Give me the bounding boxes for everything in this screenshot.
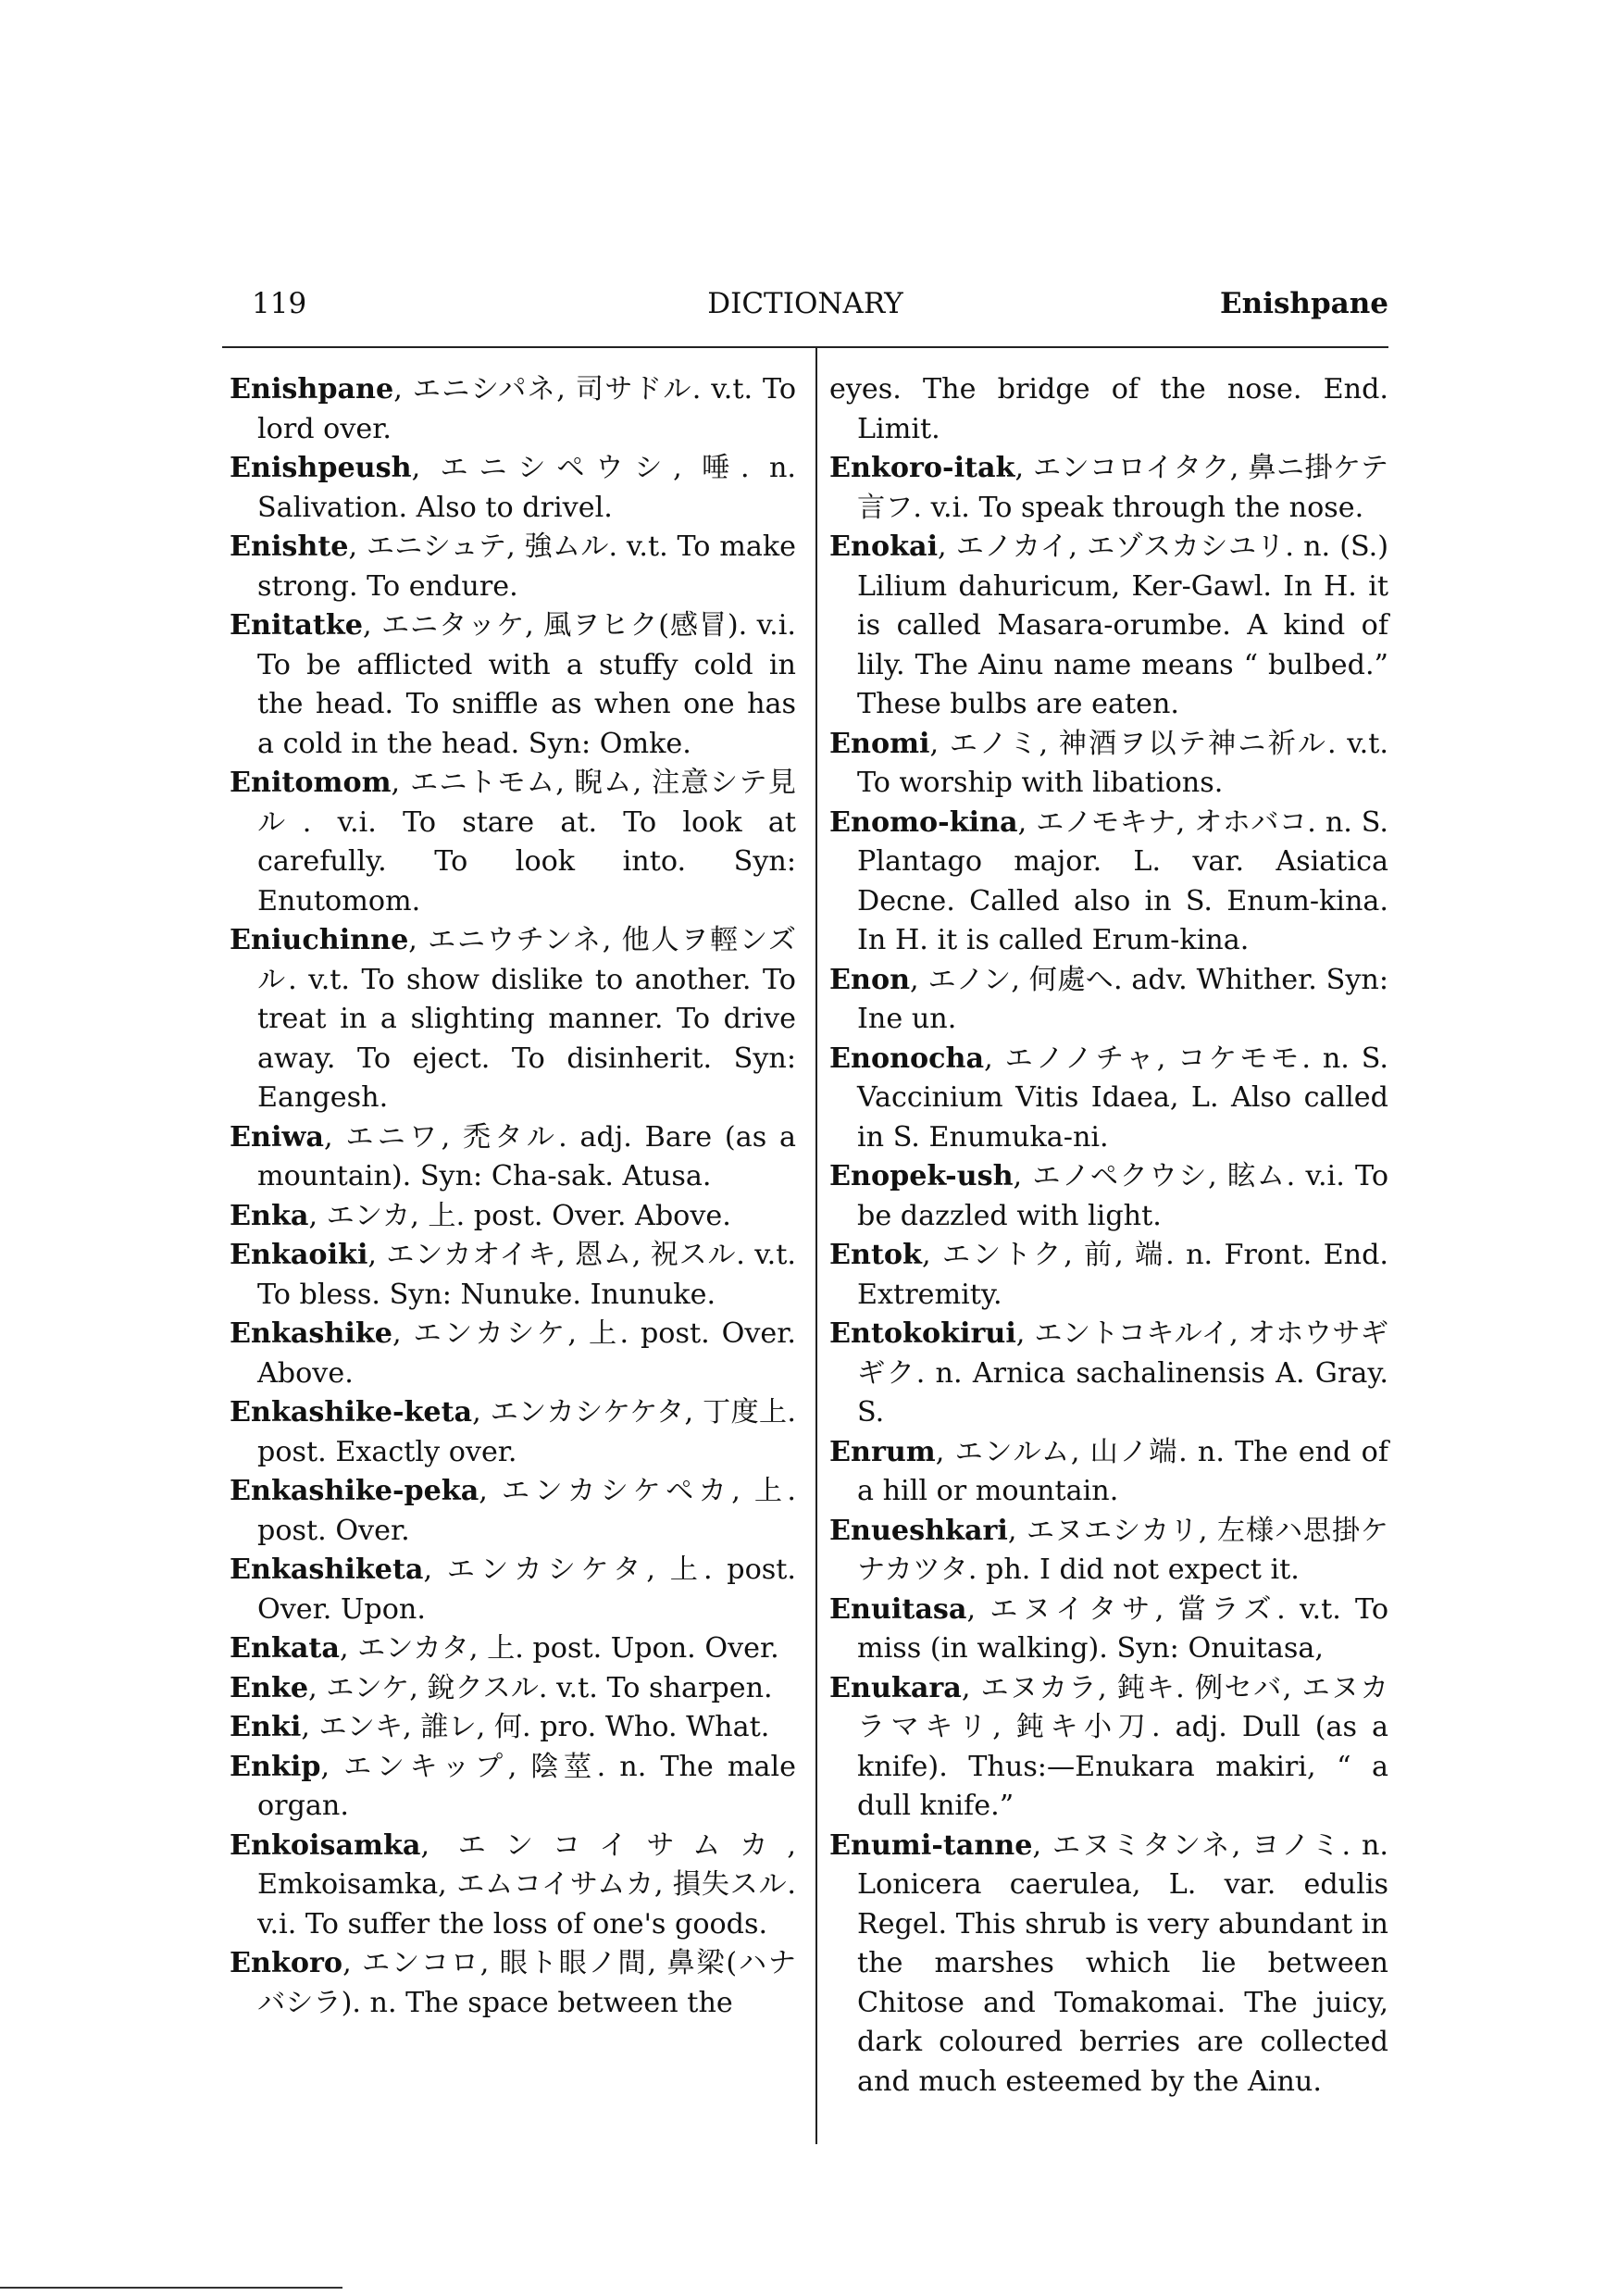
dictionary-entry: Enumi-tanne, エヌミタンネ, ヨノミ. n. Lonicera caerulea, L. var. edulis Regel. This shrub is very abundant in the marshes which lie between Chitose and Tomakomai. The juicy, dark coloured berries are collected and much esteemed by the Ainu. <box>829 1828 1388 2098</box>
dictionary-entry: Enukara, エヌカラ, 鈍キ. 例セバ, エヌカラマキリ, 鈍キ小刀. adj. Dull (as a knife). Thus:—Enukara makiri, “ a dull knife.” <box>829 1671 1388 1822</box>
dictionary-entry: Enkata, エンカタ, 上. post. Upon. Over. <box>230 1632 779 1665</box>
headword: Enishpeush <box>230 452 412 484</box>
dictionary-entry: Enishte, エニシュテ, 強ムル. v.t. To make strong. To endure. <box>230 530 796 603</box>
headword: Enkashiketa <box>230 1554 424 1586</box>
dictionary-entry: Enka, エンカ, 上. post. Over. Above. <box>230 1199 731 1232</box>
headword: Enon <box>829 963 911 996</box>
headword: Enkip <box>230 1750 321 1783</box>
dictionary-entry: Enke, エンケ, 銳クスル. v.t. To sharpen. <box>230 1671 773 1704</box>
dictionary-entry: Entokokirui, エントコキルイ, オホウサギギク. n. Arnica sachalinensis A. Gray. S. <box>829 1317 1388 1429</box>
dictionary-entry: Enkoisamka, エンコイサムカ, Emkoisamka, エムコイサムカ, 損失スル. v.i. To suffer the loss of one's goods. <box>230 1828 796 1940</box>
dictionary-entry: Enkashike-peka, エンカシケペカ, 上. post. Over. <box>230 1475 796 1547</box>
dictionary-entry: Enishpeush, エニシペウシ, 唾. n. Salivation. Also to drivel. <box>230 452 796 524</box>
right-column <box>829 370 1388 2102</box>
dictionary-entry: Enomo-kina, エノモキナ, オホバコ. n. S. Plantago major. L. var. Asiatica Decne. Called also in S. Enum-kina. In H. it is called Erum-kina. <box>829 805 1388 956</box>
dictionary-entry: Enitomom, エニトモム, 睨ム, 注意シテ見ル. v.i. To stare at. To look at carefully. To look into. Syn: Enutomom. <box>230 767 796 917</box>
headword: Enkoro <box>230 1947 343 1979</box>
headword: Enishte <box>230 530 349 563</box>
headword: Eniuchinne <box>230 924 409 956</box>
headword: Enishpane <box>230 373 394 406</box>
dictionary-entry: Enki, エンキ, 誰レ, 何. pro. Who. What. <box>230 1711 770 1743</box>
running-title: DICTIONARY <box>707 287 903 320</box>
column-divider <box>815 348 817 2144</box>
headword: Eniwa <box>230 1120 324 1154</box>
guide-word: Enishpane <box>1220 287 1388 320</box>
headword: Enka <box>230 1199 309 1232</box>
dictionary-entry: Enkoro-itak, エンコロイタク, 鼻ニ掛ケテ言フ. v.i. To speak through the nose. <box>829 452 1388 524</box>
dictionary-entry: Entok, エントク, 前, 端. n. Front. End. Extremity. <box>829 1239 1388 1311</box>
headword: Enitatke <box>230 609 363 642</box>
headword: Enonocha <box>829 1042 985 1075</box>
dictionary-entry: Eniuchinne, エニウチンネ, 他人ヲ輕ンズル. v.t. To show dislike to another. To treat in a slighting manner. To drive away. To eject. To disinherit. Syn: Eangesh. <box>230 924 796 1114</box>
headword: Enomi <box>829 727 930 760</box>
headword: Enuitasa <box>829 1592 967 1626</box>
headword: Entok <box>829 1239 922 1271</box>
headword: Enumi-tanne <box>829 1828 1033 1862</box>
footer-rule <box>0 2287 342 2289</box>
headword: Enke <box>230 1671 309 1704</box>
headword: Enitomom <box>230 767 392 799</box>
page-number: 119 <box>252 287 307 320</box>
dictionary-entry: Enitatke, エニタッケ, 風ヲヒク(感冒). v.i. To be afflicted with a stuffy cold in the head. To sniffle as when one has a cold in the head. Syn: Omke. <box>230 609 796 760</box>
dictionary-entry: Enkashike, エンカシケ, 上. post. Over. Above. <box>230 1317 796 1390</box>
dictionary-entry: Enuitasa, エヌイタサ, 當ラズ. v.t. To miss (in walking). Syn: Onuitasa, <box>829 1592 1388 1665</box>
headword: Enkashike-keta <box>230 1396 473 1429</box>
headword: Enkaoiki <box>230 1239 368 1271</box>
headword: Entokokirui <box>829 1317 1016 1350</box>
dictionary-entry: Enon, エノン, 何處ヘ. adv. Whither. Syn: Ine un. <box>829 963 1388 1035</box>
headword: Enomo-kina <box>829 805 1018 839</box>
dictionary-entry: Enomi, エノミ, 神酒ヲ以テ神ニ祈ル. v.t. To worship with libations. <box>829 727 1388 799</box>
dictionary-entry: Enokai, エノカイ, エゾスカシユリ. n. (S.) Lilium dahuricum, Ker-Gawl. In H. it is called Masara-orumbe. A kind of lily. The Ainu name means “ bulbed.” These bulbs are eaten. <box>829 530 1388 720</box>
dictionary-entry: Enkoro, エンコロ, 眼ト眼ノ間, 鼻梁(ハナバシラ). n. The space between the <box>230 1947 796 2019</box>
dictionary-entry: Enkaoiki, エンカオイキ, 恩ム, 祝スル. v.t. To bless. Syn: Nunuke. Inunuke. <box>230 1239 796 1311</box>
dictionary-entry: Enopek-ush, エノペクウシ, 眩ム. v.i. To be dazzled with light. <box>829 1160 1388 1232</box>
dictionary-entry: Enkip, エンキップ, 陰莖. n. The male organ. <box>230 1750 796 1822</box>
dictionary-entry: eyes. The bridge of the nose. End. Limit. <box>829 373 1388 445</box>
dictionary-entry: Enkashiketa, エンカシケタ, 上. post. Over. Upon. <box>230 1554 796 1626</box>
headword: Enkoro-itak <box>829 452 1015 484</box>
headword: Enokai <box>829 530 939 563</box>
headword: Enkoisamka <box>230 1828 421 1862</box>
headword: Enopek-ush <box>829 1160 1014 1192</box>
dictionary-entry: Eniwa, エニワ, 禿タル. adj. Bare (as a mountain). Syn: Cha-sak. Atusa. <box>230 1120 796 1192</box>
dictionary-entry: Enueshkari, エヌエシカリ, 左様ハ思掛ケナカツタ. ph. I did not expect it. <box>829 1514 1388 1586</box>
headword: Enkata <box>230 1632 340 1665</box>
headword: Enkashike <box>230 1317 392 1350</box>
headword: Enukara <box>829 1671 962 1704</box>
headword: Enueshkari <box>829 1514 1008 1547</box>
headword: Enrum <box>829 1435 936 1468</box>
dictionary-entry: Enishpane, エニシパネ, 司サドル. v.t. To lord over. <box>230 373 796 445</box>
page-header <box>222 278 1388 333</box>
left-column <box>230 370 796 2023</box>
dictionary-entry: Enonocha, エノノチャ, コケモモ. n. S. Vaccinium Vitis Idaea, L. Also called in S. Enumuka-ni. <box>829 1042 1388 1154</box>
dictionary-entry: Enrum, エンルム, 山ノ端. n. The end of a hill or mountain. <box>829 1435 1388 1507</box>
headword: Enkashike-peka <box>230 1475 479 1507</box>
header-rule <box>222 346 1388 348</box>
dictionary-entry: Enkashike-keta, エンカシケケタ, 丁度上. post. Exactly over. <box>230 1396 796 1468</box>
headword: Enki <box>230 1711 302 1743</box>
